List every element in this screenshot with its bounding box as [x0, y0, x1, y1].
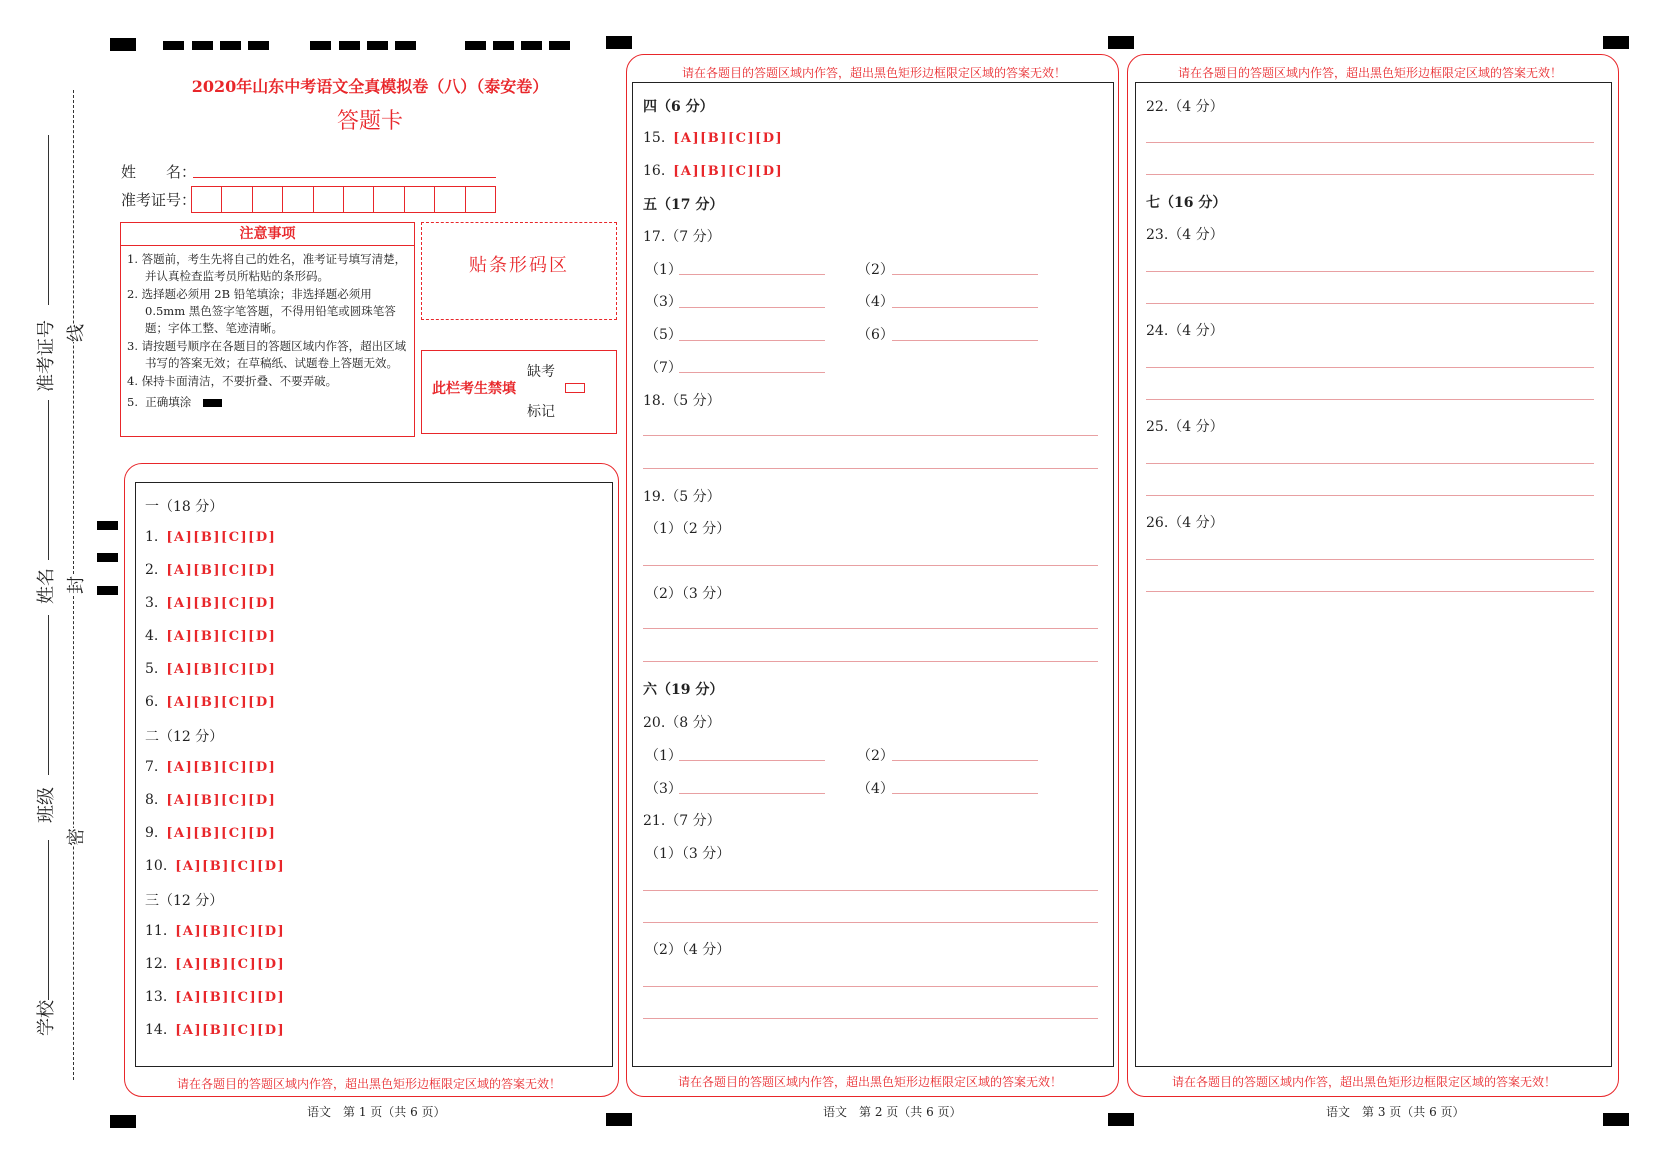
question-label: 24.（4 分） [1146, 323, 1224, 339]
question-number: 15. [643, 130, 666, 146]
id-digit-box[interactable] [466, 187, 495, 212]
binding-solid-line [48, 400, 49, 560]
sub-label: （4） [857, 781, 894, 797]
timing-mark [367, 41, 388, 50]
question-label: 26.（4 分） [1146, 515, 1224, 531]
question-label: 22.（4 分） [1146, 99, 1224, 115]
id-digit-box[interactable] [314, 187, 344, 212]
section-title: 二（12 分） [145, 729, 224, 745]
question-number: 4. [145, 628, 159, 644]
section-title: 五（17 分） [643, 197, 724, 213]
notice-box [120, 222, 415, 437]
answer-options[interactable]: [A][B][C][D] [175, 957, 286, 972]
mc-question[interactable] [643, 163, 783, 179]
mc-question[interactable] [145, 1022, 285, 1038]
answer-line[interactable] [1146, 559, 1594, 560]
timing-mark [339, 41, 360, 50]
question-number: 8. [145, 792, 159, 808]
question-number: 6. [145, 694, 159, 710]
sub-label: （4） [857, 294, 894, 310]
question-label: 20.（8 分） [643, 715, 721, 731]
answer-line[interactable] [643, 565, 1098, 566]
panel-2-warning-bottom: 请在各题目的答题区域内作答，超出黑色矩形边框限定区域的答案无效！ [678, 1075, 1063, 1089]
exam-subtitle: 答题卡 [336, 109, 403, 134]
answer-line[interactable] [643, 1018, 1098, 1019]
answer-options[interactable]: [A][B][C][D] [166, 695, 277, 710]
question-label: 17.（7 分） [643, 229, 721, 245]
answer-options[interactable]: [A][B][C][D] [175, 924, 286, 939]
mc-question[interactable] [145, 562, 276, 578]
question-number: 16. [643, 163, 666, 179]
question-label: 19.（5 分） [643, 489, 721, 505]
id-digit-box[interactable] [374, 187, 404, 212]
question-number: 3. [145, 595, 159, 611]
answer-line[interactable] [1146, 399, 1594, 400]
timing-mark [395, 41, 416, 50]
answer-line[interactable] [643, 922, 1098, 923]
side-label-seal: 封 [62, 576, 88, 594]
section-title: 一（18 分） [145, 499, 224, 515]
timing-mark [97, 553, 118, 562]
id-digit-box[interactable] [222, 187, 252, 212]
timing-mark [521, 41, 542, 50]
mc-question[interactable] [145, 923, 285, 939]
mc-question[interactable] [145, 628, 276, 644]
answer-line[interactable] [679, 274, 825, 275]
section-title: 七（16 分） [1146, 195, 1227, 211]
answer-options[interactable]: [A][B][C][D] [166, 793, 277, 808]
answer-options[interactable]: [A][B][C][D] [673, 164, 784, 179]
question-number: 12. [145, 956, 168, 972]
panel-3-warning-bottom: 请在各题目的答题区域内作答，超出黑色矩形边框限定区域的答案无效！ [1172, 1075, 1557, 1089]
page-footer-3: 语文 第 3 页（共 6 页） [1326, 1105, 1465, 1119]
answer-line[interactable] [643, 628, 1098, 629]
sub-label: （2） [857, 262, 894, 278]
answer-options[interactable]: [A][B][C][D] [166, 826, 277, 841]
answer-options[interactable]: [A][B][C][D] [166, 760, 277, 775]
mc-question[interactable] [643, 130, 783, 146]
answer-line[interactable] [679, 793, 825, 794]
notice-item: 3. 请按题号顺序在各题目的答题区域内作答，超出区域书写的答案无效；在草稿纸、试题卷上答题无效。 [127, 339, 407, 370]
answer-line[interactable] [1146, 367, 1594, 368]
timing-mark [220, 41, 241, 50]
answer-options[interactable]: [A][B][C][D] [175, 1023, 286, 1038]
question-label: 25.（4 分） [1146, 419, 1224, 435]
answer-line[interactable] [1146, 303, 1594, 304]
sub-label: （3） [645, 294, 682, 310]
name-field[interactable] [193, 177, 496, 178]
answer-line[interactable] [643, 986, 1098, 987]
timing-mark [310, 41, 331, 50]
question-number: 10. [145, 858, 168, 874]
sub-label: （2） [857, 748, 894, 764]
question-number: 11. [145, 923, 168, 939]
sub-label: （2）（4 分） [645, 942, 731, 958]
answer-line[interactable] [1146, 591, 1594, 592]
mc-question[interactable] [145, 989, 285, 1005]
sub-label: （6） [857, 327, 894, 343]
id-digit-box[interactable] [435, 187, 465, 212]
section-title: 四（6 分） [643, 99, 714, 115]
answer-line[interactable] [1146, 271, 1594, 272]
timing-mark [606, 1113, 632, 1126]
binding-solid-line [48, 840, 49, 1000]
barcode-label: 贴条形码区 [469, 255, 569, 276]
question-number: 9. [145, 825, 159, 841]
id-digit-box[interactable] [405, 187, 435, 212]
answer-options[interactable]: [A][B][C][D] [166, 596, 277, 611]
filled-sample-mark [203, 399, 222, 407]
sub-label: （7） [645, 360, 682, 376]
panel-3-warning-top: 请在各题目的答题区域内作答，超出黑色矩形边框限定区域的答案无效！ [1178, 66, 1563, 80]
timing-mark [248, 41, 269, 50]
timing-mark [110, 1115, 136, 1128]
answer-line[interactable] [643, 890, 1098, 891]
question-number: 5. [145, 661, 159, 677]
timing-mark [493, 41, 514, 50]
timing-mark [110, 38, 136, 51]
binding-solid-line [48, 135, 49, 305]
sub-label: （1） [645, 748, 682, 764]
question-number: 14. [145, 1022, 168, 1038]
answer-line[interactable] [643, 661, 1098, 662]
id-digit-box[interactable] [253, 187, 283, 212]
mc-question[interactable] [145, 956, 285, 972]
timing-mark [549, 41, 570, 50]
barcode-area [421, 222, 617, 320]
answer-line[interactable] [892, 793, 1038, 794]
timing-mark [465, 41, 486, 50]
timing-mark [192, 41, 213, 50]
page-footer-1: 语文 第 1 页（共 6 页） [307, 1105, 446, 1119]
side-label-line: 线 [62, 324, 88, 342]
answer-options[interactable]: [A][B][C][D] [175, 859, 286, 874]
sub-label: （1）（3 分） [645, 846, 731, 862]
answer-line[interactable] [1146, 142, 1594, 143]
answer-line[interactable] [679, 340, 825, 341]
answer-options[interactable]: [A][B][C][D] [166, 530, 277, 545]
sub-label: （2）（3 分） [645, 586, 731, 602]
notice-item: 1. 答题前，考生先将自己的姓名，准考证号填写清楚，并认真检查监考员所粘贴的条形码。 [127, 252, 407, 283]
answer-options[interactable]: [A][B][C][D] [166, 662, 277, 677]
answer-line[interactable] [679, 307, 825, 308]
mc-question[interactable] [145, 694, 276, 710]
answer-line[interactable] [1146, 495, 1594, 496]
question-number: 1. [145, 529, 159, 545]
sub-label: （5） [645, 327, 682, 343]
notice-item: 4. 保持卡面清洁，不要折叠、不要弄破。 [127, 374, 338, 388]
mc-question[interactable] [145, 825, 276, 841]
answer-options[interactable]: [A][B][C][D] [166, 629, 277, 644]
timing-mark [606, 36, 632, 49]
answer-options[interactable]: [A][B][C][D] [673, 131, 784, 146]
answer-options[interactable]: [A][B][C][D] [175, 990, 286, 1005]
question-number: 13. [145, 989, 168, 1005]
answer-line[interactable] [679, 372, 825, 373]
mc-question[interactable] [145, 529, 276, 545]
notice-title: 注意事项 [121, 223, 414, 246]
section-title: 三（12 分） [145, 893, 224, 909]
notice-item: 5. 正确填涂 [127, 395, 192, 409]
answer-line[interactable] [892, 340, 1038, 341]
sub-label: （3） [645, 781, 682, 797]
question-number: 2. [145, 562, 159, 578]
side-label-id: 准考证号 [36, 320, 57, 392]
answer-line[interactable] [892, 760, 1038, 761]
answer-line[interactable] [1146, 174, 1594, 175]
timing-mark [1108, 1113, 1134, 1126]
question-label: 21.（7 分） [643, 813, 721, 829]
answer-options[interactable]: [A][B][C][D] [166, 563, 277, 578]
id-boxes[interactable] [191, 186, 496, 213]
side-label-school: 学校 [36, 1000, 57, 1036]
mc-question[interactable] [145, 595, 276, 611]
sub-label: （1）（2 分） [645, 521, 731, 537]
question-number: 7. [145, 759, 159, 775]
answer-line[interactable] [892, 307, 1038, 308]
answer-line[interactable] [892, 274, 1038, 275]
name-label: 姓 名： [121, 163, 197, 181]
timing-mark [1108, 36, 1134, 49]
absent-mark-top: 缺考 [527, 364, 555, 380]
exam-title: 2020年山东中考语文全真模拟卷（八）（泰安卷） [191, 77, 549, 96]
answer-line[interactable] [1146, 463, 1594, 464]
notice-item: 2. 选择题必须用 2B 铅笔填涂；非选择题必须用 0.5mm 黑色签字笔答题，不得用铅笔或圆珠笔答题；字体工整、笔迹清晰。 [127, 287, 396, 335]
question-label: 23.（4 分） [1146, 227, 1224, 243]
absent-label: 此栏考生禁填 [432, 381, 516, 397]
timing-mark [1603, 36, 1629, 49]
id-label: 准考证号： [121, 191, 197, 209]
answer-line[interactable] [679, 760, 825, 761]
question-label: 18.（5 分） [643, 393, 721, 409]
section-title: 六（19 分） [643, 682, 724, 698]
page-footer-2: 语文 第 2 页（共 6 页） [823, 1105, 962, 1119]
id-digit-box[interactable] [344, 187, 374, 212]
absent-mark-bottom: 标记 [527, 404, 555, 420]
absent-mark-box[interactable] [565, 383, 585, 393]
absent-box [421, 350, 617, 434]
timing-mark [1603, 1113, 1629, 1126]
side-label-class: 班级 [36, 787, 57, 823]
mc-question[interactable] [145, 792, 276, 808]
panel-2-warning-top: 请在各题目的答题区域内作答，超出黑色矩形边框限定区域的答案无效！ [682, 66, 1067, 80]
id-digit-box[interactable] [283, 187, 313, 212]
mc-question[interactable] [145, 661, 276, 677]
id-digit-box[interactable] [192, 187, 222, 212]
binding-solid-line [48, 615, 49, 775]
timing-mark [97, 586, 118, 595]
side-label-secret: 密 [62, 828, 88, 846]
sub-label: （1） [645, 262, 682, 278]
mc-question[interactable] [145, 858, 285, 874]
answer-line[interactable] [643, 468, 1098, 469]
timing-mark [97, 521, 118, 530]
timing-mark [163, 41, 184, 50]
answer-line[interactable] [643, 435, 1098, 436]
mc-question[interactable] [145, 759, 276, 775]
panel-1-warning: 请在各题目的答题区域内作答，超出黑色矩形边框限定区域的答案无效！ [177, 1077, 562, 1091]
side-label-name: 姓名 [36, 568, 57, 604]
